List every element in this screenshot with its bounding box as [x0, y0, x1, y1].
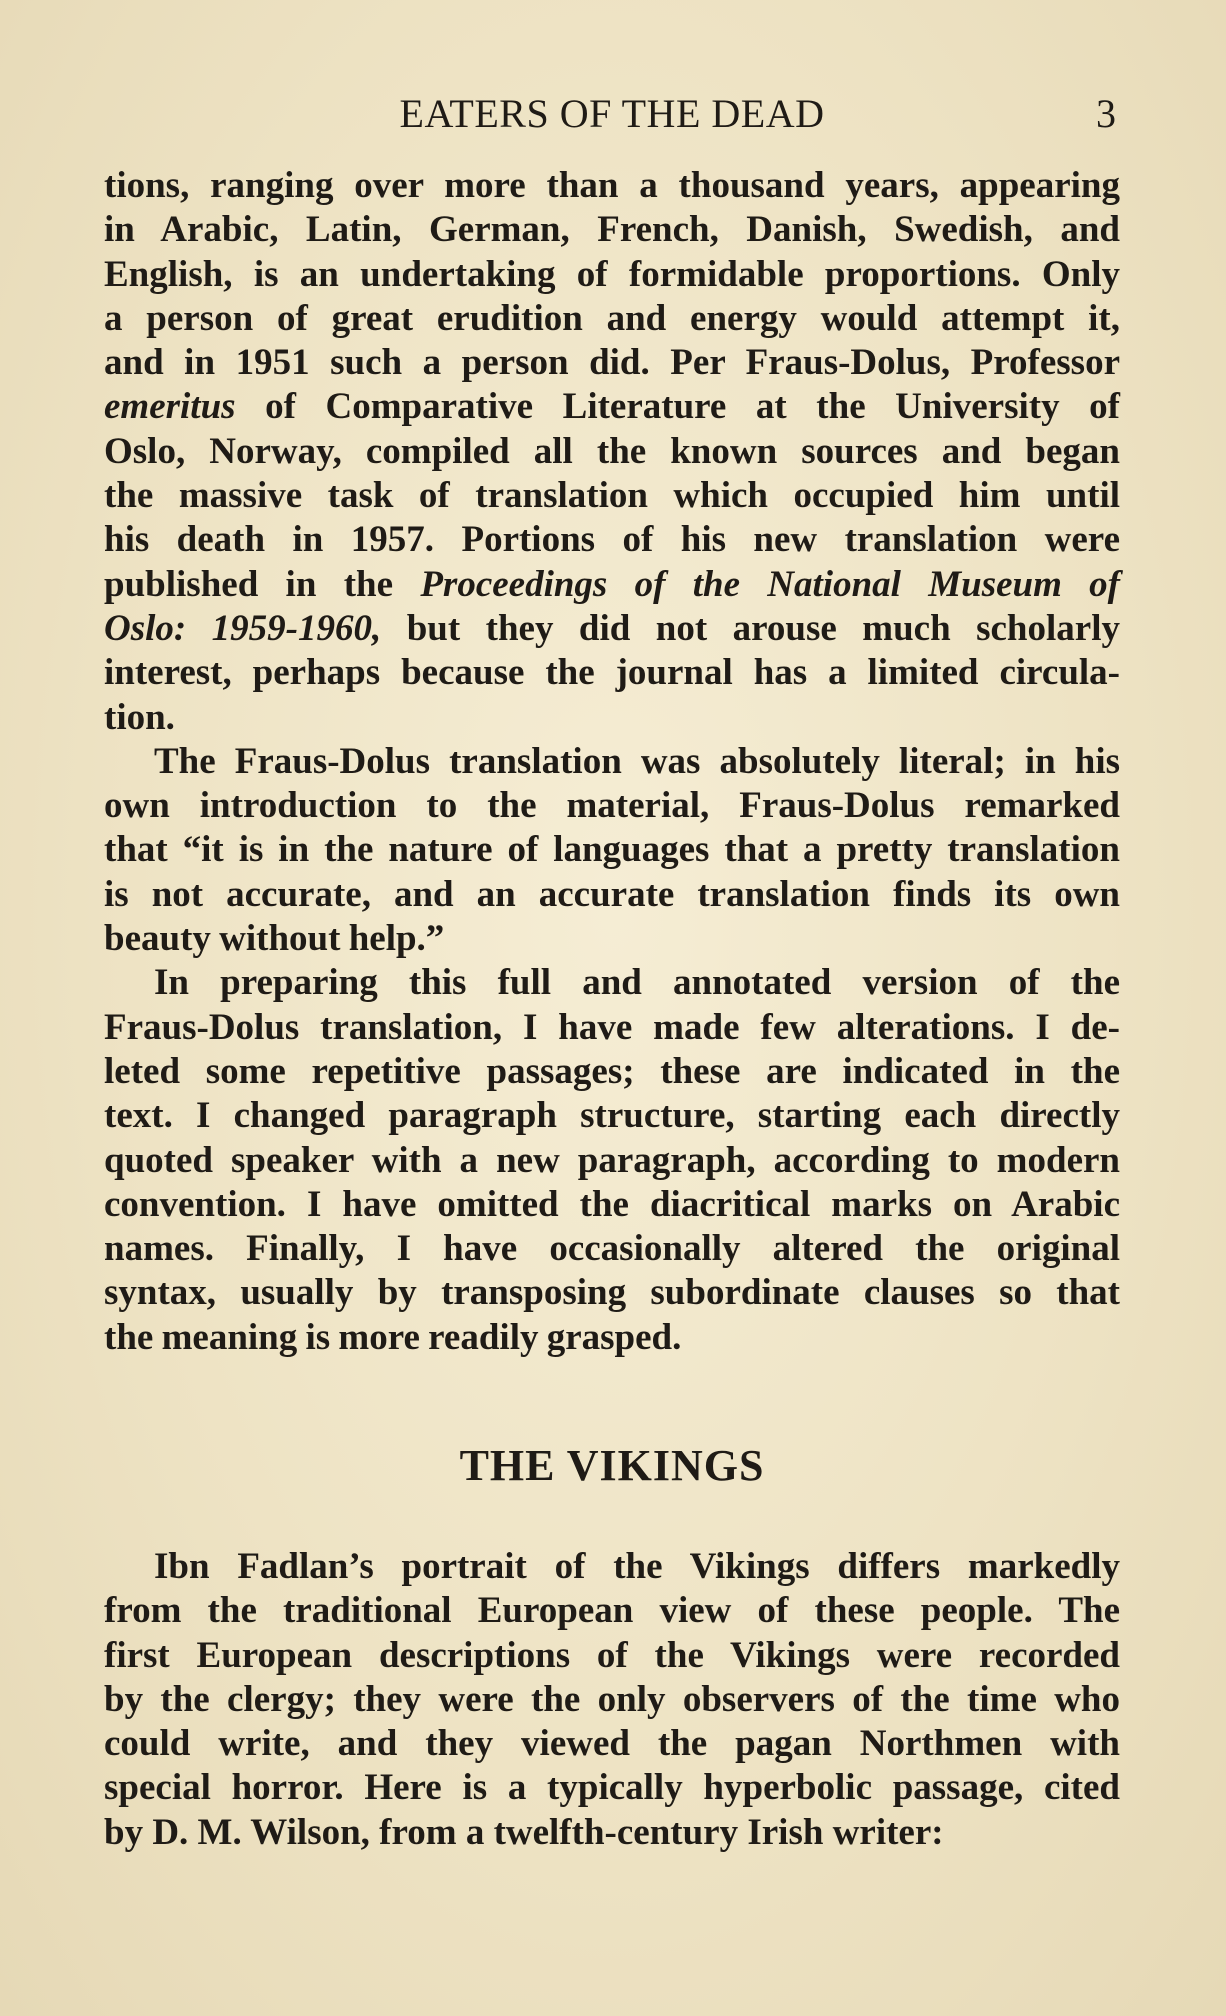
italic-term: emeritus: [104, 386, 236, 428]
paragraph-4: [104, 1545, 1120, 1855]
text-line: by the clergy; they were the only observers of the time who: [104, 1678, 1120, 1720]
body-text: [104, 164, 1120, 1360]
paragraph-3: [104, 961, 1120, 1360]
text-line: [104, 385, 1120, 429]
text-fragment: of Comparative Literature at the University of: [235, 386, 1120, 428]
text-line: from the traditional European view of these people. The: [104, 1590, 1120, 1632]
text-line: text. I changed paragraph structure, starting each directly: [104, 1095, 1120, 1137]
text-line: own introduction to the material, Fraus-Dolus remarked: [104, 785, 1120, 827]
text-line: syntax, usually by transposing subordinate clauses so that: [104, 1272, 1120, 1314]
text-line: The Fraus-Dolus translation was absolutely literal; in his: [154, 740, 1120, 782]
text-fragment: but they did not arouse much scholarly: [381, 607, 1120, 649]
text-line: the massive task of translation which occupied him until: [104, 475, 1120, 517]
text-line: first European descriptions of the Vikings were recorded: [104, 1634, 1120, 1676]
text-line: [104, 607, 1120, 651]
section-heading: THE VIKINGS: [459, 1441, 765, 1490]
text-line: is not accurate, and an accurate translation finds its own: [104, 873, 1120, 915]
text-line: tion.: [104, 696, 175, 738]
text-fragment: published in the: [104, 563, 421, 605]
text-line: beauty without help.”: [104, 918, 445, 960]
text-line: convention. I have omitted the diacritical marks on Arabic: [104, 1183, 1120, 1225]
body-text-section: [104, 1545, 1120, 1855]
text-line: the meaning is more readily grasped.: [104, 1316, 682, 1358]
text-line: his death in 1957. Portions of his new translation were: [104, 519, 1120, 561]
text-line: could write, and they viewed the pagan Northmen with: [104, 1723, 1120, 1765]
text-line: a person of great erudition and energy would attempt it,: [104, 297, 1120, 339]
text-line: that “it is in the nature of languages that a pretty translation: [104, 829, 1120, 871]
text-line: [104, 563, 1120, 607]
text-line: Oslo, Norway, compiled all the known sources and began: [104, 430, 1120, 472]
text-line: names. Finally, I have occasionally altered the original: [104, 1228, 1120, 1270]
text-line: quoted speaker with a new paragraph, according to modern: [104, 1139, 1120, 1181]
text-line: interest, perhaps because the journal has a limited circula-: [104, 652, 1120, 694]
paragraph-1: [104, 164, 1120, 740]
text-line: Fraus-Dolus translation, I have made few alterations. I de-: [104, 1006, 1120, 1048]
running-title: EATERS OF THE DEAD: [399, 91, 825, 136]
text-line: In preparing this full and annotated version of the: [154, 962, 1120, 1004]
text-line: tions, ranging over more than a thousand years, appearing: [104, 165, 1120, 206]
text-line: English, is an undertaking of formidable proportions. Only: [104, 253, 1120, 295]
text-line: and in 1951 such a person did. Per Fraus-Dolus, Professor: [104, 342, 1120, 384]
text-line: in Arabic, Latin, German, French, Danish, Swedish, and: [104, 209, 1120, 251]
italic-title: Proceedings of the National Museum of: [420, 563, 1120, 605]
running-head: [104, 84, 1120, 144]
text-line: by D. M. Wilson, from a twelfth-century Irish writer:: [104, 1811, 944, 1853]
paragraph-2: [104, 740, 1120, 961]
text-line: Ibn Fadlan’s portrait of the Vikings differs markedly: [154, 1546, 1120, 1587]
text-line: leted some repetitive passages; these are indicated in the: [104, 1050, 1120, 1092]
text-line: special horror. Here is a typically hyperbolic passage, cited: [104, 1767, 1120, 1809]
italic-title: Oslo: 1959-1960,: [104, 607, 382, 649]
page-number: 3: [1096, 91, 1116, 136]
